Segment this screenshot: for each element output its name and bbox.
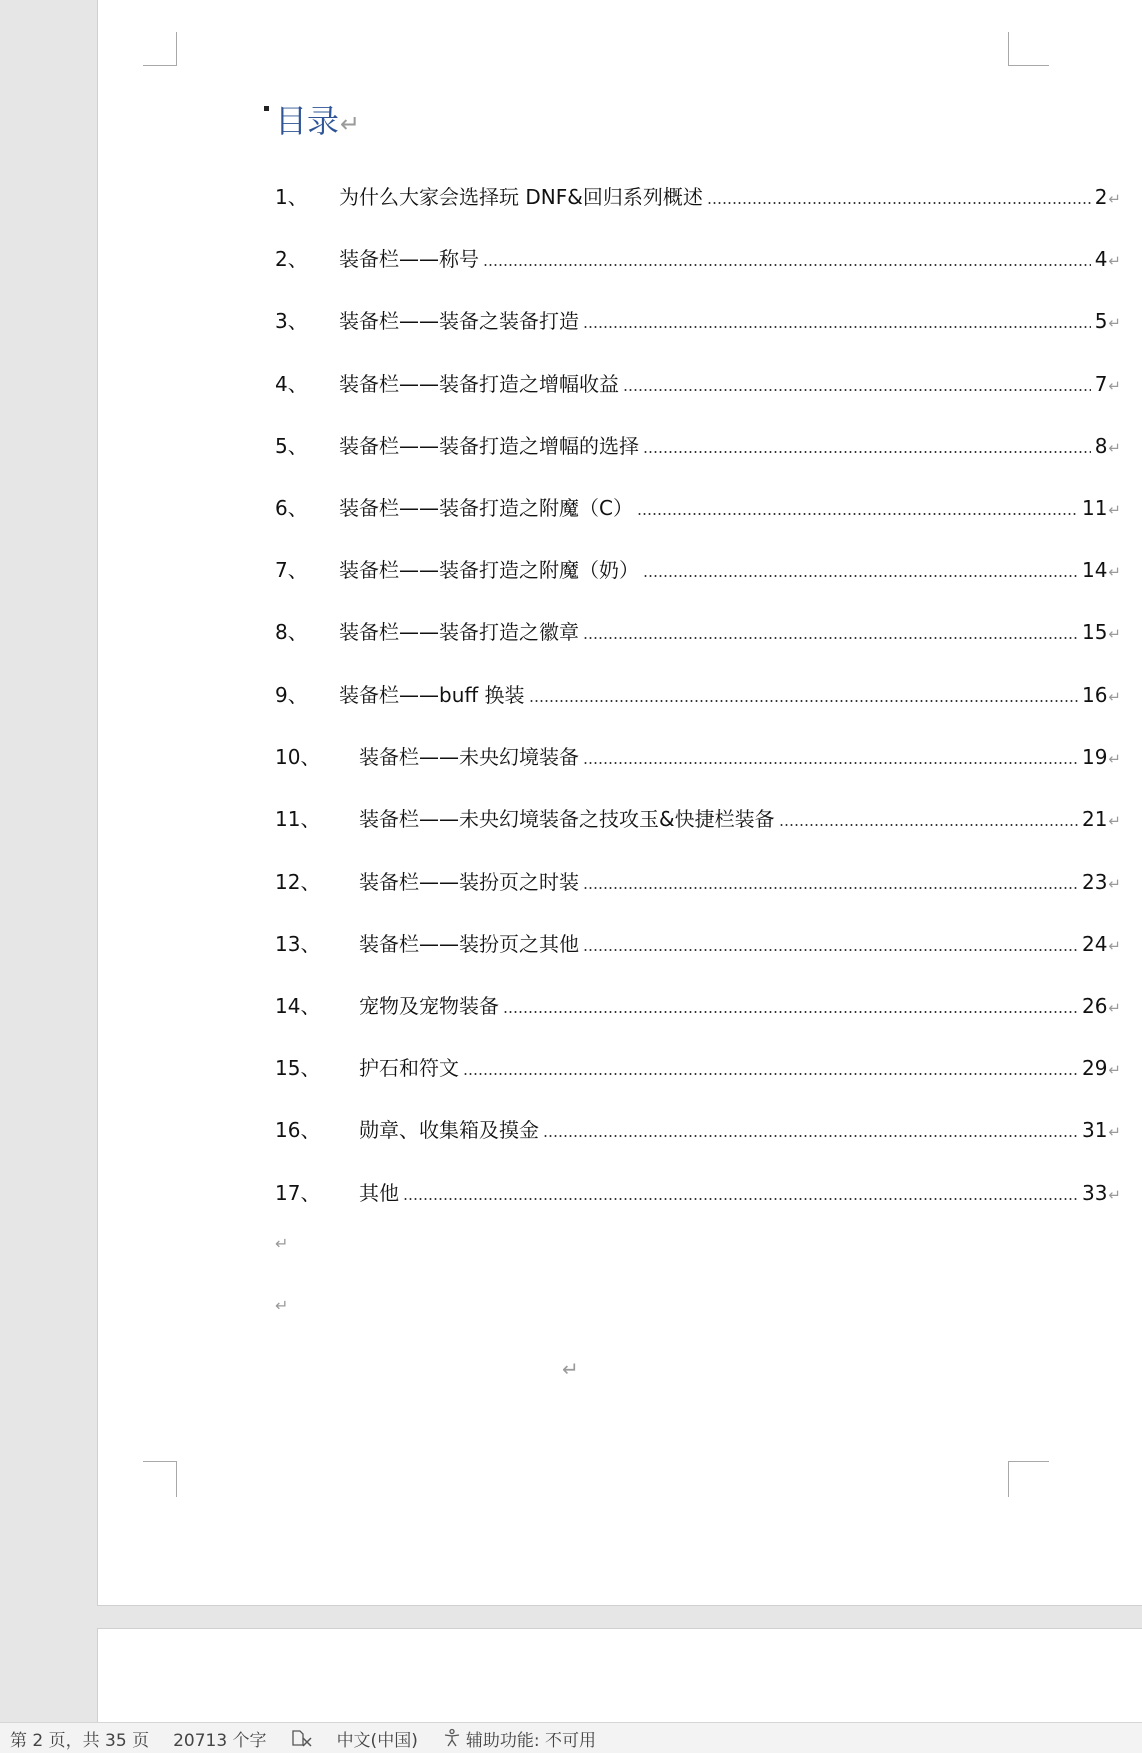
toc-entry-title: 为什么大家会选择玩 DNF&回归系列概述 xyxy=(339,185,703,209)
toc-dot-leader xyxy=(483,264,1091,266)
toc-entry-title: 装备栏——装扮页之其他 xyxy=(359,932,579,956)
toc-dot-leader xyxy=(637,513,1078,515)
toc-entry[interactable] xyxy=(275,368,1121,398)
toc-dot-leader xyxy=(707,202,1091,204)
toc-entry-page: 11 xyxy=(1081,496,1108,520)
toc-entry-page: 8 xyxy=(1094,434,1108,458)
paragraph-mark: ↵ xyxy=(1108,190,1121,208)
paragraph-mark: ↵ xyxy=(1108,812,1121,830)
toc-entry-number: 13、 xyxy=(275,932,321,956)
paragraph-mark: ↵ xyxy=(340,110,361,138)
empty-paragraph-mark[interactable]: ↵ xyxy=(275,1236,289,1253)
toc-entry-page: 21 xyxy=(1081,807,1108,831)
toc-entry[interactable] xyxy=(275,554,1121,584)
paragraph-mark: ↵ xyxy=(1108,625,1121,643)
accessibility-text: 辅助功能: 不可用 xyxy=(465,1730,596,1751)
toc-entry-title: 勋章、收集箱及摸金 xyxy=(359,1118,539,1142)
toc-entry-page: 33 xyxy=(1081,1181,1108,1205)
crop-mark-bottom-left xyxy=(143,1461,177,1497)
toc-heading[interactable] xyxy=(275,99,360,146)
toc-entry-page: 24 xyxy=(1081,932,1108,956)
toc-dot-leader xyxy=(643,575,1078,577)
toc-entry-page: 2 xyxy=(1094,185,1108,209)
toc-entry-number: 14、 xyxy=(275,994,321,1018)
toc-dot-leader xyxy=(543,1135,1078,1137)
toc-entry[interactable] xyxy=(275,305,1121,335)
toc-dot-leader xyxy=(583,762,1078,764)
toc-dot-leader xyxy=(463,1073,1078,1075)
crop-mark-top-right xyxy=(1008,32,1049,66)
toc-entry[interactable] xyxy=(275,679,1121,709)
paragraph-mark: ↵ xyxy=(1108,314,1121,332)
status-bar xyxy=(0,1722,1142,1753)
toc-entry[interactable] xyxy=(275,243,1121,273)
word-count-indicator[interactable] xyxy=(161,1723,278,1753)
next-document-page[interactable] xyxy=(97,1628,1142,1729)
empty-paragraph-mark[interactable]: ↵ xyxy=(562,1359,579,1381)
toc-entry-title: 装备栏——装备打造之附魔（奶） xyxy=(339,558,639,582)
toc-entry-title: 装备栏——装备之装备打造 xyxy=(339,309,579,333)
toc-entry[interactable] xyxy=(275,990,1121,1020)
toc-dot-leader xyxy=(583,887,1078,889)
accessibility-icon xyxy=(442,1728,462,1748)
toc-entry-title: 装备栏——未央幻境装备之技攻玉&快捷栏装备 xyxy=(359,807,775,831)
toc-entry-title: 其他 xyxy=(359,1181,399,1205)
paragraph-mark: ↵ xyxy=(1108,750,1121,768)
toc-dot-leader xyxy=(529,700,1078,702)
toc-entry[interactable] xyxy=(275,1177,1121,1207)
toc-heading-text: 目录 xyxy=(275,102,340,140)
toc-entry-title: 装备栏——装扮页之时装 xyxy=(359,870,579,894)
toc-entry-title: 装备栏——装备打造之徽章 xyxy=(339,620,579,644)
toc-entry-number: 10、 xyxy=(275,745,321,769)
toc-dot-leader xyxy=(779,824,1078,826)
page-number-indicator[interactable] xyxy=(0,1723,161,1753)
toc-entry[interactable] xyxy=(275,1052,1121,1082)
toc-entry-title: 装备栏——装备打造之增幅的选择 xyxy=(339,434,639,458)
toc-entry-number: 6、 xyxy=(275,496,308,520)
empty-paragraph-mark[interactable]: ↵ xyxy=(275,1298,289,1315)
toc-dot-leader xyxy=(623,389,1091,391)
paragraph-mark: ↵ xyxy=(1108,252,1121,270)
toc-entry-title: 宠物及宠物装备 xyxy=(359,994,499,1018)
toc-entry-page: 14 xyxy=(1081,558,1108,582)
toc-entry-title: 护石和符文 xyxy=(359,1056,459,1080)
toc-entry[interactable] xyxy=(275,741,1121,771)
paragraph-mark: ↵ xyxy=(1108,377,1121,395)
toc-dot-leader xyxy=(583,326,1091,328)
toc-entry-number: 3、 xyxy=(275,309,308,333)
toc-entry-number: 17、 xyxy=(275,1181,321,1205)
toc-dot-leader xyxy=(643,451,1091,453)
paragraph-mark: ↵ xyxy=(1108,937,1121,955)
toc-entry-page: 29 xyxy=(1081,1056,1108,1080)
toc-entry[interactable] xyxy=(275,866,1121,896)
crop-mark-bottom-right xyxy=(1008,1461,1049,1497)
paragraph-mark: ↵ xyxy=(1108,439,1121,457)
toc-entry-page: 16 xyxy=(1081,683,1108,707)
paragraph-mark: ↵ xyxy=(1108,563,1121,581)
proofing-status-button[interactable] xyxy=(279,1723,325,1753)
toc-entry-title: 装备栏——装备打造之增幅收益 xyxy=(339,372,619,396)
page-number-text: 第 2 页，共 35 页 xyxy=(10,1730,150,1751)
toc-entry-page: 26 xyxy=(1081,994,1108,1018)
word-count-text: 20713 个字 xyxy=(173,1730,267,1751)
language-indicator[interactable] xyxy=(325,1723,430,1753)
toc-entry-page: 5 xyxy=(1094,309,1108,333)
toc-entry[interactable] xyxy=(275,1114,1121,1144)
toc-entry[interactable] xyxy=(275,430,1121,460)
toc-entry[interactable] xyxy=(275,181,1121,211)
toc-entry-title: 装备栏——未央幻境装备 xyxy=(359,745,579,769)
toc-entry-title: 装备栏——buff 换装 xyxy=(339,683,525,707)
crop-mark-top-left xyxy=(143,32,177,66)
paragraph-mark: ↵ xyxy=(1108,501,1121,519)
toc-entry-number: 9、 xyxy=(275,683,308,707)
toc-entry[interactable] xyxy=(275,492,1121,522)
toc-entry-page: 15 xyxy=(1081,620,1108,644)
toc-entry-number: 11、 xyxy=(275,807,321,831)
paragraph-mark: ↵ xyxy=(1108,688,1121,706)
toc-entry-number: 8、 xyxy=(275,620,308,644)
toc-entry[interactable] xyxy=(275,616,1121,646)
toc-entry-title: 装备栏——装备打造之附魔（C） xyxy=(339,496,633,520)
toc-entry-title: 装备栏——称号 xyxy=(339,247,479,271)
toc-entry-number: 5、 xyxy=(275,434,308,458)
toc-dot-leader xyxy=(403,1198,1078,1200)
toc-entry[interactable] xyxy=(275,928,1121,958)
toc-entry-page: 19 xyxy=(1081,745,1108,769)
toc-dot-leader xyxy=(583,637,1078,639)
paragraph-mark: ↵ xyxy=(1108,1186,1121,1204)
accessibility-button[interactable] xyxy=(430,1723,608,1753)
toc-entry-page: 23 xyxy=(1081,870,1108,894)
toc-entry-number: 12、 xyxy=(275,870,321,894)
toc-entry-number: 4、 xyxy=(275,372,308,396)
toc-entry-page: 7 xyxy=(1094,372,1108,396)
proofing-error-icon xyxy=(291,1729,313,1747)
toc-entry-page: 4 xyxy=(1094,247,1108,271)
paragraph-mark: ↵ xyxy=(1108,1123,1121,1141)
paragraph-mark: ↵ xyxy=(1108,999,1121,1017)
toc-entry-number: 16、 xyxy=(275,1118,321,1142)
toc-entry[interactable] xyxy=(275,803,1121,833)
toc-entry-number: 1、 xyxy=(275,185,308,209)
toc-dot-leader xyxy=(503,1011,1078,1013)
paragraph-mark: ↵ xyxy=(1108,1061,1121,1079)
toc-dot-leader xyxy=(583,949,1078,951)
toc-entry-number: 7、 xyxy=(275,558,308,582)
toc-entry-number: 15、 xyxy=(275,1056,321,1080)
toc-entry-page: 31 xyxy=(1081,1118,1108,1142)
paragraph-format-mark xyxy=(264,106,269,111)
paragraph-mark: ↵ xyxy=(1108,875,1121,893)
toc-entry-number: 2、 xyxy=(275,247,308,271)
language-text: 中文(中国) xyxy=(336,1730,418,1751)
